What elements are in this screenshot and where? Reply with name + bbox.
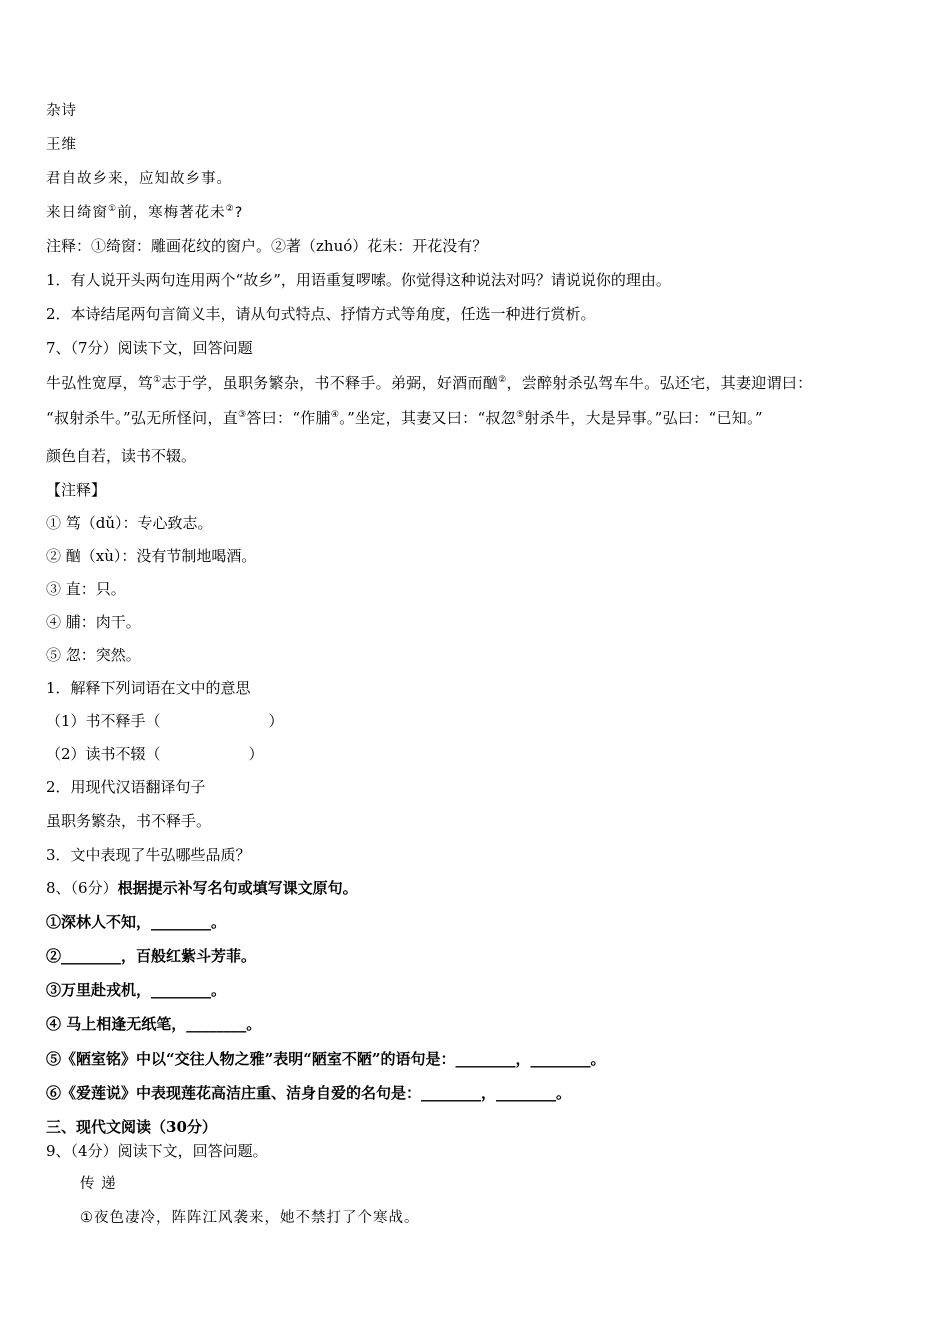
q7-sub-question-1b: （2）读书不辍（ ） [46, 745, 264, 763]
q8-item-2: ②________，百般红紫斗芳菲。 [46, 947, 257, 965]
q7-passage-line-1: 牛弘性宽厚，笃①志于学，虽职务繁杂，书不释手。弟弼，好酒而酗②，尝醉射杀弘驾车牛。弘还宅，其妻迎谓曰： [46, 374, 813, 392]
q8-item-4: ④ 马上相逢无纸笔，________。 [46, 1015, 262, 1033]
q7-passage-line-3: 颜色自若，读书不辍。 [46, 447, 197, 465]
q7-note-5: ⑤ 忽：突然。 [46, 646, 141, 664]
poem-question-1: 1．有人说开头两句连用两个“故乡”，用语重复啰嗦。你觉得这种说法对吗？请说说你的理由。 [46, 271, 671, 289]
poem-line-1: 君自故乡来，应知故乡事。 [46, 171, 232, 187]
q7-sub-question-2-sentence: 虽职务繁杂，书不释手。 [46, 812, 212, 830]
poem-title: 杂诗 [46, 103, 77, 119]
q7-sub-question-3: 3．文中表现了牛弘哪些品质？ [46, 846, 251, 864]
q7-notes-title: 【注释】 [46, 481, 107, 499]
q8-item-6: ⑥《爱莲说》中表现莲花高洁庄重、洁身自爱的名句是：________，________。 [46, 1084, 572, 1102]
poem-note: 注释：①绮窗：雕画花纹的窗户。②著（zhuó）花未：开花没有？ [46, 237, 488, 255]
section-3-heading: 三、现代文阅读（30分） [46, 1118, 217, 1136]
q7-sub-question-1: 1．解释下列词语在文中的意思 [46, 679, 251, 697]
story-title: 传 递 [80, 1176, 117, 1192]
poem-line-2: 来日绮窗①前，寒梅著花未②? [46, 204, 244, 221]
q7-sub-question-1a: （1）书不释手（ ） [46, 712, 284, 730]
q7-sub-question-2: 2．用现代汉语翻译句子 [46, 778, 206, 796]
poem-question-2: 2．本诗结尾两句言简义丰，请从句式特点、抒情方式等角度，任选一种进行赏析。 [46, 305, 596, 323]
q9-heading: 9、（4分）阅读下文，回答问题。 [46, 1142, 268, 1160]
q8-item-3: ③万里赴戎机，________。 [46, 981, 227, 999]
q7-note-2: ② 酗（xù）：没有节制地喝酒。 [46, 547, 257, 565]
q8-item-5: ⑤《陋室铭》中以“交往人物之雅”表明“陋室不陋”的语句是：________，________。 [46, 1050, 606, 1068]
q7-note-3: ③ 直：只。 [46, 580, 126, 598]
story-paragraph-1: ①夜色凄冷，阵阵江风袭来，她不禁打了个寒战。 [80, 1210, 420, 1226]
q7-note-1: ① 笃（dǔ）：专心致志。 [46, 514, 213, 532]
q7-note-4: ④ 脯：肉干。 [46, 613, 141, 631]
q8-heading: 8、（6分）根据提示补写名句或填写课文原句。 [46, 879, 358, 897]
q7-heading: 7、（7分）阅读下文，回答问题 [46, 339, 253, 357]
q7-passage-line-2: “叔射杀牛。”弘无所怪问，直③答曰：“作脯④。”坐定，其妻又曰：“叔忽⑤射杀牛，大是异事。”弘曰：“已知。” [46, 409, 763, 427]
poem-author: 王维 [46, 137, 77, 153]
q8-item-1: ①深林人不知，________。 [46, 913, 227, 931]
